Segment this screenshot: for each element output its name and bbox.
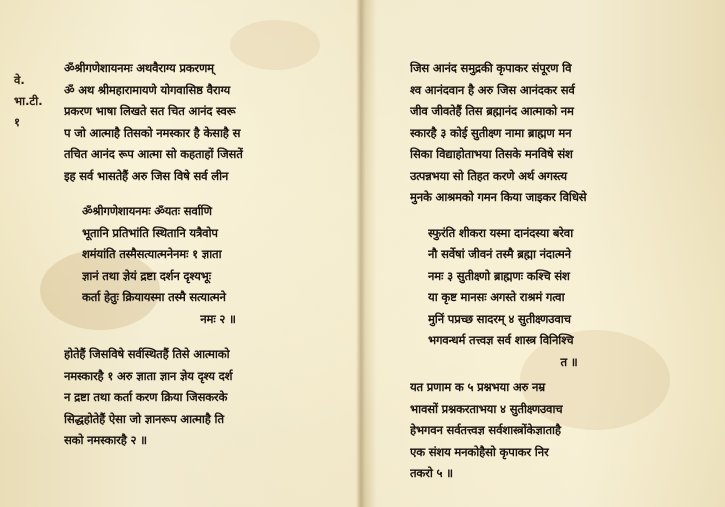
text-line: श्व आनंदवान है अरु जिस आनंदकर सर्व — [410, 82, 575, 97]
right-paragraph-2 — [410, 377, 710, 485]
verse-line: ॐश्रीगणेशायनमः ॐयतः सर्वाणि — [82, 204, 212, 218]
verse-line: या कृष्ट मानसः अगस्ते राश्रमं गत्वा — [428, 290, 565, 304]
text-line: तकरो ५ ॥ — [410, 466, 453, 480]
right-page — [410, 58, 710, 485]
margin-note-line: वे. — [14, 73, 25, 87]
text-line: न द्रष्टा तथा कर्ता करण क्रिया जिसकरके — [64, 390, 228, 404]
right-verse — [410, 223, 710, 374]
verse-line: स्फुरंति शीकरा यस्मा दानंदस्या बरेवा — [428, 225, 574, 240]
text-line: उत्पन्नभया सो तिहत करणे अर्थ अगस्त्य — [410, 168, 567, 183]
verse-line: नौ सर्वेषां जीवनं तस्मै ब्रह्मा नंदात्मने — [428, 247, 571, 261]
text-line: सको नमस्कारहै २ ॥ — [64, 433, 147, 447]
text-line: स्कारहै ३ कोई सुतीक्ष्ण नामा ब्राह्मण मन — [410, 125, 572, 140]
text-line: जिस आनंद समुद्रकी कृपाकर संपूरण वि — [410, 61, 572, 75]
text-line: तचित आनंद रूप आत्मा सो कहताहों जिसतें — [64, 147, 243, 161]
left-page — [64, 58, 354, 452]
text-line: यत प्रणाम क ५ प्रश्नभया अरु नम्र — [410, 380, 546, 394]
page-gutter — [356, 0, 366, 507]
margin-note — [14, 70, 54, 133]
text-line: ॐश्रीगणेशायनमः अथवैराग्य प्रकरणम् — [64, 61, 214, 75]
right-paragraph-1 — [410, 58, 710, 209]
verse-line: ज्ञानं तथा ज्ञेयं द्रष्टा दर्शन दृश्यभूः — [82, 268, 211, 283]
left-paragraph-2 — [64, 344, 354, 452]
verse-line: भूतानि प्रतिभांति स्थितानि यत्रैवोप — [82, 225, 218, 240]
left-paragraph-1 — [64, 58, 354, 187]
text-line: सिद्धहोतेहैं ऐसा जो ज्ञानरूप आत्माहै ति — [64, 411, 224, 426]
verse-line: शमंयांति तस्मैसत्यात्मनेनमः १ ज्ञाता — [82, 247, 222, 261]
margin-note-line: भा.टी. — [14, 94, 43, 108]
margin-note-line: १ — [14, 115, 20, 129]
text-line: जीव जीवतेहैं तिस ब्रह्मानंद आत्माको नम — [410, 104, 574, 118]
verse-line: भगवन्धर्म तत्त्वज्ञ सर्व शास्त्र विनिश्चि — [428, 333, 574, 347]
left-verse — [64, 201, 354, 330]
text-line: भावसों प्रश्नकरताभया ४ सुतीक्ष्णउवाच — [410, 401, 563, 416]
text-line: प जो आत्माहै तिसको नमस्कार है केसाहै स — [64, 125, 241, 140]
text-line: प्रकरण भाषा लिखते सत चित आनंद स्वरू — [64, 104, 236, 118]
text-line: हेभगवन सर्वतत्त्वज्ञ सर्वशास्त्रोंकेज्ञाताहै — [410, 423, 561, 437]
text-line: इह सर्व भासतेहैं अरु जिस विषे सर्व लीन — [64, 168, 229, 183]
text-line: सिका विद्याहोताभया तिसके मनविषे संश — [410, 147, 573, 161]
text-line: होतेहैं जिसविषे सर्वस्थितहैं तिसे आत्माको — [64, 347, 230, 361]
text-line: मुनके आश्रमको गमन किया जाइकर विधिसे — [410, 190, 587, 204]
verse-line: मुनिं पप्रच्छ सादरम् ४ सुतीक्ष्णउवाच — [428, 311, 571, 326]
text-line: एक संशय मनकोहैसो कृपाकर निर — [410, 444, 549, 459]
verse-line: नमः ३ सुतीक्ष्णो ब्राह्मणः कश्चि संश — [428, 268, 570, 283]
verse-line: कर्ता हेतुः क्रियायस्मा तस्मै सत्यात्मने — [82, 290, 226, 304]
text-line: ॐ अथ श्रीमहारामायणे योगवासिष्ठ वैराग्य — [64, 82, 231, 97]
verse-line: नमः २ ॥ — [200, 311, 236, 326]
verse-line: त ॥ — [560, 354, 578, 369]
text-line: नमस्कारहै १ अरु ज्ञाता ज्ञान ज्ञेय दृश्य दर्श — [64, 368, 233, 383]
